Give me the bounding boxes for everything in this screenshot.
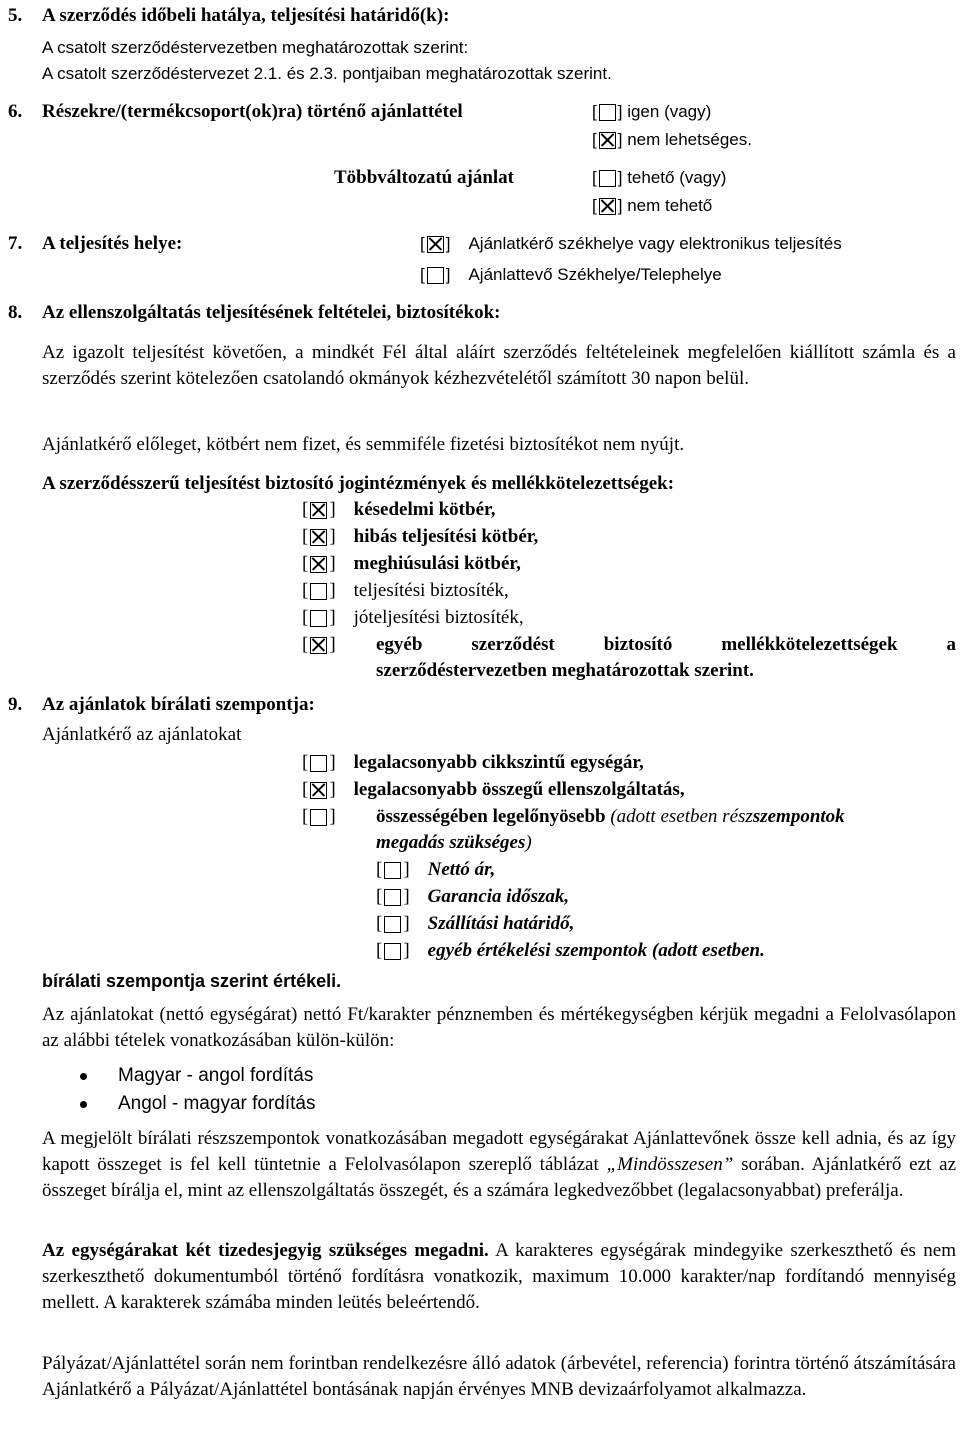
section-5-line1: A csatolt szerződéstervezetben meghatározottak szerint: [42, 38, 469, 57]
section-5-title: A szerződés időbeli hatálya, teljesítési határidő(k): [42, 5, 450, 26]
other-obligations-label-a: egyéb szerződést biztosító mellékkötelezettségek a [376, 634, 956, 655]
checkbox-warranty-period[interactable]: [ ] Garancia időszak, [376, 886, 570, 907]
checkbox-multi-allowed[interactable]: [ ] tehető (vagy) [592, 168, 727, 187]
evaluation-intro: Ajánlatkérő az ajánlatokat [42, 724, 242, 745]
checkbox-empty-icon [427, 267, 444, 284]
checkbox-checked-icon [310, 637, 327, 654]
checkbox-lowest-total-price[interactable]: [ ] legalacsonyabb összegű ellenszolgáltatás, [302, 779, 685, 800]
checkbox-empty-icon [310, 583, 327, 600]
checkbox-delay-penalty[interactable]: [ ] késedelmi kötbér, [302, 499, 496, 520]
checkbox-best-value[interactable]: [ ] [302, 806, 336, 827]
checkbox-empty-icon [384, 889, 401, 906]
checkbox-empty-icon [384, 943, 401, 960]
section-7-title: A teljesítés helye: [42, 233, 183, 254]
checkbox-place-requester[interactable]: [ ] Ajánlatkérő székhelye vagy elektronikus teljesítés [420, 234, 842, 253]
checkbox-checked-icon [310, 529, 327, 546]
decimals-paragraph: Az egységárakat két tizedesjegyig szükséges megadni. A karakteres egységárak mindegyike szerkeszthető és nem szerkeszthető dokumentumból történő fordításra vonatkozik, maximum 10.000 karakter/nap fordítandó mennyiség mellett. A karakterek számába minden leütés beleértendő. [42, 1240, 957, 1313]
section-9-title: Az ajánlatok bírálati szempontja: [42, 694, 315, 715]
best-value-label-line2: megadás szükséges) [376, 832, 532, 853]
checkbox-defect-penalty[interactable]: [ ] hibás teljesítési kötbér, [302, 526, 539, 547]
bullet-icon [80, 1073, 87, 1080]
checkbox-checked-icon [310, 782, 327, 799]
evaluation-closing: bírálati szempontja szerint értékeli. [42, 971, 342, 991]
guarantees-title: A szerződésszerű teljesítést biztosító jogintézmények és mellékkötelezettségek: [42, 473, 675, 494]
checkbox-checked-icon [599, 132, 616, 149]
checkbox-empty-icon [599, 170, 616, 187]
checkbox-empty-icon [384, 862, 401, 879]
list-item-en-hu: Angol - magyar fordítás [118, 1093, 316, 1114]
checkbox-warranty-guarantee[interactable]: [ ] jóteljesítési biztosíték, [302, 607, 524, 628]
checkbox-empty-icon [310, 755, 327, 772]
checkbox-other-criteria[interactable]: [ ] egyéb értékelési szempontok (adott esetben. [376, 940, 765, 961]
section-7-number: 7. [8, 233, 23, 254]
pricing-paragraph: Az ajánlatokat (nettó egységárat) nettó Ft/karakter pénznemben és mértékegységben kérjük megadni a Felolvasólapon az alábbi tételek vonatkozásában külön-külön: [42, 1004, 956, 1051]
checkbox-empty-icon [310, 610, 327, 627]
checkbox-lowest-unit-price[interactable]: [ ] legalacsonyabb cikkszintű egységár, [302, 752, 644, 773]
section-6-number: 6. [8, 101, 23, 122]
checkbox-multi-not-allowed[interactable]: [ ] nem tehető [592, 196, 713, 215]
checkbox-performance-guarantee[interactable]: [ ] teljesítési biztosíték, [302, 580, 509, 601]
checkbox-parts-no[interactable]: [ ] nem lehetséges. [592, 130, 752, 149]
section-5-line2: A csatolt szerződéstervezet 2.1. és 2.3. pontjaiban meghatározottak szerint. [42, 64, 612, 83]
section-6-title: Részekre/(termékcsoport(ok)ra) történő ajánlattétel [42, 101, 463, 122]
list-item-hu-en: Magyar - angol fordítás [118, 1065, 314, 1086]
checkbox-checked-icon [599, 198, 616, 215]
checkbox-checked-icon [310, 502, 327, 519]
checkbox-delivery-deadline[interactable]: [ ] Szállítási határidő, [376, 913, 575, 934]
checkbox-place-bidder[interactable]: [ ] Ajánlattevő Székhelye/Telephelye [420, 265, 722, 284]
section-8-number: 8. [8, 302, 23, 323]
multi-variant-title: Többváltozatú ajánlat [334, 167, 514, 188]
payment-terms-paragraph: Az igazolt teljesítést követően, a mindkét Fél által aláírt szerződés feltételeinek megfelelően kiállított számla és a szerződés szerint kötelezően csatolandó okmányok kézhezvételétől számított 30 napon belül. [42, 342, 956, 389]
bullet-icon [80, 1101, 87, 1108]
checkbox-checked-icon [427, 236, 444, 253]
checkbox-empty-icon [310, 809, 327, 826]
other-obligations-label-b: szerződéstervezetben meghatározottak szerint. [376, 660, 754, 681]
checkbox-failure-penalty[interactable]: [ ] meghiúsulási kötbér, [302, 553, 521, 574]
checkbox-empty-icon [384, 916, 401, 933]
no-advance-paragraph: Ajánlatkérő előleget, kötbért nem fizet, és semmiféle fizetési biztosítékot nem nyújt. [42, 434, 685, 455]
section-8-title: Az ellenszolgáltatás teljesítésének feltételei, biztosítékok: [42, 302, 501, 323]
checkbox-other-obligations[interactable]: [ ] [302, 634, 336, 655]
currency-paragraph: Pályázat/Ajánlattétel során nem forintban rendelkezésre álló adatok (árbevétel, referencia) forintra történő átszámítására Ajánlatkérő a Pályázat/Ajánlattétel bontásának napján érvényes MNB devizaárfolyamot alkalmazza. [42, 1353, 956, 1400]
checkbox-parts-yes[interactable]: [ ] igen (vagy) [592, 102, 712, 121]
sum-paragraph: A megjelölt bírálati részszempontok vonatkozásában megadott egységárakat Ajánlattevőnek össze kell adnia, és az így kapott összeget is fel kell tüntetnie a Felolvasólapon szereplő táblázat „Mindösszesen” sorában. Ajánlatkérő ezt az összeget bírálja el, mint az ellenszolgáltatás összegét, és a számára legkedvezőbbet (legalacsonyabbat) preferálja. [42, 1128, 956, 1201]
checkbox-net-price[interactable]: [ ] Nettó ár, [376, 859, 496, 880]
best-value-label: összességében legelőnyösebb (adott esetben részszempontok [376, 806, 845, 827]
section-5-number: 5. [8, 5, 23, 26]
checkbox-empty-icon [599, 104, 616, 121]
section-9-number: 9. [8, 694, 23, 715]
checkbox-checked-icon [310, 556, 327, 573]
